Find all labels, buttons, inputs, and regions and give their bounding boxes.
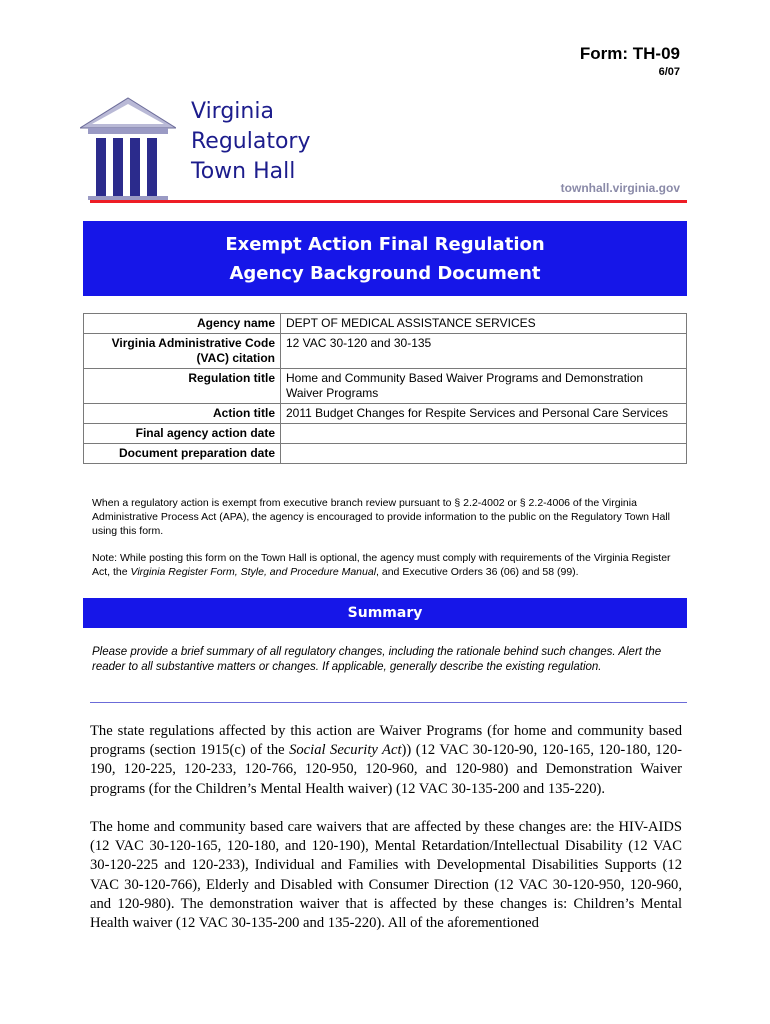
table-row [84, 314, 687, 334]
site-url[interactable]: townhall.virginia.gov [560, 181, 680, 195]
town-hall-logo-icon [80, 94, 176, 202]
row-label: Final agency action date [84, 424, 281, 444]
brand-line-2: Regulatory [191, 129, 311, 154]
table-row [84, 444, 687, 464]
summary-instructions: Please provide a brief summary of all regulatory changes, including the rationale behind such changes. Alert the reader to all substantive matters or changes. If applicable, generally describe the existing regulation. [92, 646, 662, 673]
row-value [281, 444, 687, 464]
brand-line-3: Town Hall [191, 159, 296, 184]
row-label: Regulation title [84, 369, 281, 404]
summary-body-paragraph-2: The home and community based care waivers that are affected by these changes are: the HIV-AIDS (12 VAC 30-120-165, 120-180, and 120-190), Mental Retardation/Intellectual Disability (12 VAC 30-120-225 and 120-233), Individual and Families with Developmental Disabilities Supports (12 VAC 30-120-766), Elderly and Disabled with Consumer Direction (12 VAC 30-120-950, 120-960, and 120-980). The demonstration waiver that is affected by these changes is: Children’s Mental Health waiver (12 VAC 30-135-200 and 135-220). All of the aforementioned [90, 819, 682, 932]
row-label: Action title [84, 404, 281, 424]
note-text-b: , and Executive Orders 36 (06) and 58 (99). [376, 566, 579, 578]
brand-line-1: Virginia [191, 99, 274, 124]
summary-heading: Summary [83, 598, 687, 628]
row-value: 2011 Budget Changes for Respite Services and Personal Care Services [281, 404, 687, 424]
table-row [84, 334, 687, 369]
row-label: Document preparation date [84, 444, 281, 464]
note-text-italic: Virginia Register Form, Style, and Procedure Manual [130, 566, 377, 578]
row-value [281, 424, 687, 444]
intro-paragraph: When a regulatory action is exempt from executive branch review pursuant to § 2.2-4002 or § 2.2-4006 of the Virginia Administrative Process Act (APA), the agency is encouraged to provide information to the public on the Regulatory Town Hall using this form. [92, 497, 670, 537]
title-line-1: Exempt Action Final Regulation [225, 234, 545, 255]
table-row [84, 424, 687, 444]
row-label: Virginia Administrative Code (VAC) citation [84, 334, 281, 369]
form-number: Form: TH-09 [579, 44, 680, 63]
regulation-info-table [83, 313, 687, 464]
summary-divider [90, 702, 687, 703]
document-title-banner [83, 221, 687, 296]
title-line-2: Agency Background Document [229, 263, 541, 284]
brand-name [191, 97, 311, 187]
table-row [84, 369, 687, 404]
row-value: DEPT OF MEDICAL ASSISTANCE SERVICES [281, 314, 687, 334]
form-identifier [580, 44, 680, 78]
note-text-a: Note: While posting this form on the Town Hall is optional, the agency must comply with requirements of the Virginia Register Act, the [92, 552, 671, 578]
note-paragraph [92, 551, 682, 579]
row-value: 12 VAC 30-120 and 30-135 [281, 334, 687, 369]
body1-text-a: The state regulations affected by this action are Waiver Programs (for home and community based programs (section 1915(c) of the [90, 723, 682, 759]
table-row [84, 404, 687, 424]
header-divider [90, 200, 687, 203]
body1-text-italic: Social Security Act [289, 742, 402, 759]
form-date: 6/07 [658, 66, 680, 78]
row-value: Home and Community Based Waiver Programs and Demonstration Waiver Programs [281, 369, 687, 404]
row-label: Agency name [84, 314, 281, 334]
summary-body-paragraph-1 [90, 722, 682, 799]
body1-text-b: )) (12 VAC 30-120-90, 120-165, 120-180, 120-190, 120-225, 120-233, 120-766, 120-950, 120-960, and 120-980) and Demonstration Waiver programs (for the Children’s Mental Health waiver) (12 VAC 30-135-200 and 135-220). [90, 742, 682, 797]
